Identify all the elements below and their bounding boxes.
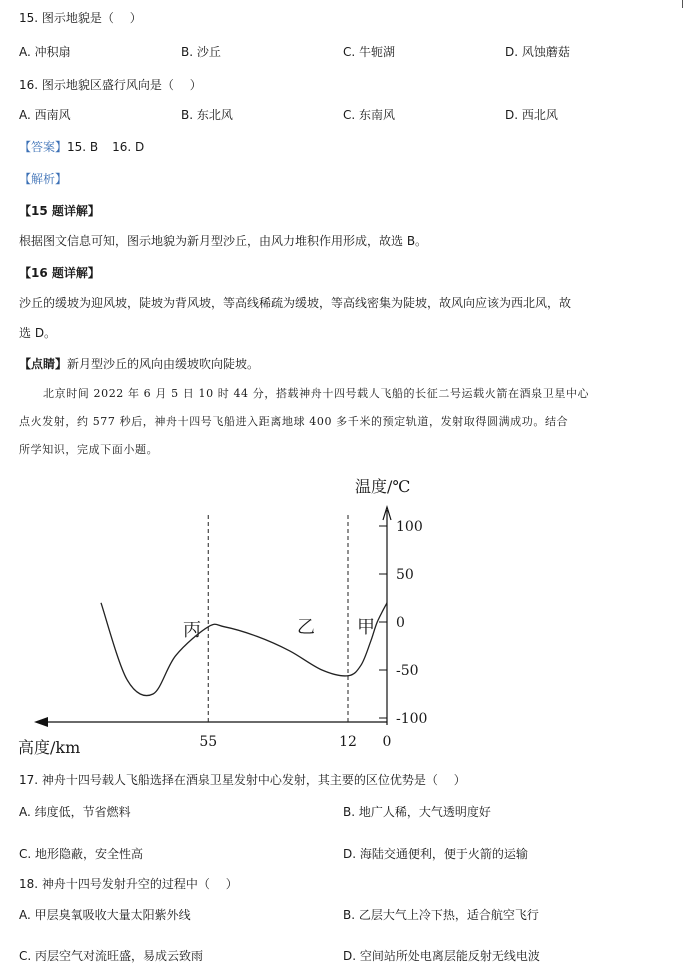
answer-tag: 【答案】 — [19, 140, 68, 154]
tip-tag: 【点睛】 — [19, 357, 68, 371]
q17-stem: 17. 神舟十四号载人飞船选择在酒泉卫星发射中心发射，其主要的区位优势是（ ） — [19, 773, 466, 787]
answer-15: 15. B — [67, 140, 99, 154]
q16-option-b: B. 东北风 — [181, 108, 233, 122]
detail-16-title: 【16 题详解】 — [19, 266, 100, 280]
q17-option-b: B. 地广人稀，大气透明度好 — [343, 805, 491, 819]
detail-15-text: 根据图文信息可知，图示地貌为新月型沙丘，由风力堆积作用形成，故选 B。 — [19, 234, 428, 248]
x-axis-arrow — [34, 717, 48, 727]
x-axis-title: 高度/km — [18, 738, 81, 757]
y-tick-label: 50 — [396, 567, 414, 583]
y-axis-title: 温度/℃ — [355, 477, 411, 496]
q15-option-d: D. 风蚀蘑菇 — [505, 45, 570, 59]
q18-stem: 18. 神舟十四号发射升空的过程中（ ） — [19, 877, 238, 891]
y-tick-label: -50 — [396, 663, 419, 679]
detail-15-title: 【15 题详解】 — [19, 204, 100, 218]
x-tick-label: 0 — [382, 734, 392, 750]
passage — [19, 380, 669, 464]
x-tick-label: 12 — [339, 734, 357, 750]
answer-line — [19, 139, 144, 155]
tip-line — [19, 356, 259, 372]
passage-line-3: 所学知识，完成下面小题。 — [19, 443, 159, 456]
q15-stem: 15. 图示地貌是（ ） — [19, 11, 142, 25]
answer-16: 16. D — [112, 140, 145, 154]
analysis-tag: 【解析】 — [19, 172, 68, 186]
q17-option-d: D. 海陆交通便利，便于火箭的运输 — [343, 847, 528, 861]
layer-label: 丙 — [183, 620, 201, 641]
temperature-altitude-chart — [0, 465, 460, 765]
q15-option-a: A. 冲积扇 — [19, 45, 71, 59]
x-tick-label: 55 — [199, 734, 218, 750]
q17-option-c: C. 地形隐蔽，安全性高 — [19, 847, 144, 861]
detail-16-text-2: 选 D。 — [19, 326, 57, 340]
y-tick-label: -100 — [396, 711, 428, 727]
q16-option-c: C. 东南风 — [343, 108, 396, 122]
q16-option-a: A. 西南风 — [19, 108, 71, 122]
q15-option-b: B. 沙丘 — [181, 45, 221, 59]
q18-option-b: B. 乙层大气上冷下热，适合航空飞行 — [343, 908, 539, 922]
y-tick-label: 100 — [396, 519, 423, 535]
q17-option-a: A. 纬度低，节省燃料 — [19, 805, 131, 819]
page-corner-mark — [682, 0, 683, 8]
y-tick-label: 0 — [396, 615, 405, 631]
layer-label: 乙 — [297, 617, 315, 638]
q18-option-c: C. 丙层空气对流旺盛，易成云致雨 — [19, 949, 204, 963]
passage-line-1: 北京时间 2022 年 6 月 5 日 10 时 44 分，搭载神舟十四号载人飞船的长征二号运载火箭在酒泉卫星中心 — [43, 387, 590, 400]
q18-option-a: A. 甲层臭氧吸收大量太阳紫外线 — [19, 908, 191, 922]
tip-text: 新月型沙丘的风向由缓坡吹向陡坡。 — [67, 357, 260, 371]
passage-line-2: 点火发射，约 577 秒后，神舟十四号飞船进入距离地球 400 多千米的预定轨道，发射取得圆满成功。结合 — [19, 415, 569, 428]
q16-option-d: D. 西北风 — [505, 108, 558, 122]
q16-stem: 16. 图示地貌区盛行风向是（ ） — [19, 78, 202, 92]
q15-option-c: C. 牛轭湖 — [343, 45, 396, 59]
temperature-curve — [101, 603, 387, 696]
q18-option-d: D. 空间站所处电离层能反射无线电波 — [343, 949, 540, 963]
detail-16-text-1: 沙丘的缓坡为迎风坡，陡坡为背风坡，等高线稀疏为缓坡，等高线密集为陡坡，故风向应该为西北风，故 — [19, 296, 572, 310]
layer-label: 甲 — [357, 617, 375, 638]
